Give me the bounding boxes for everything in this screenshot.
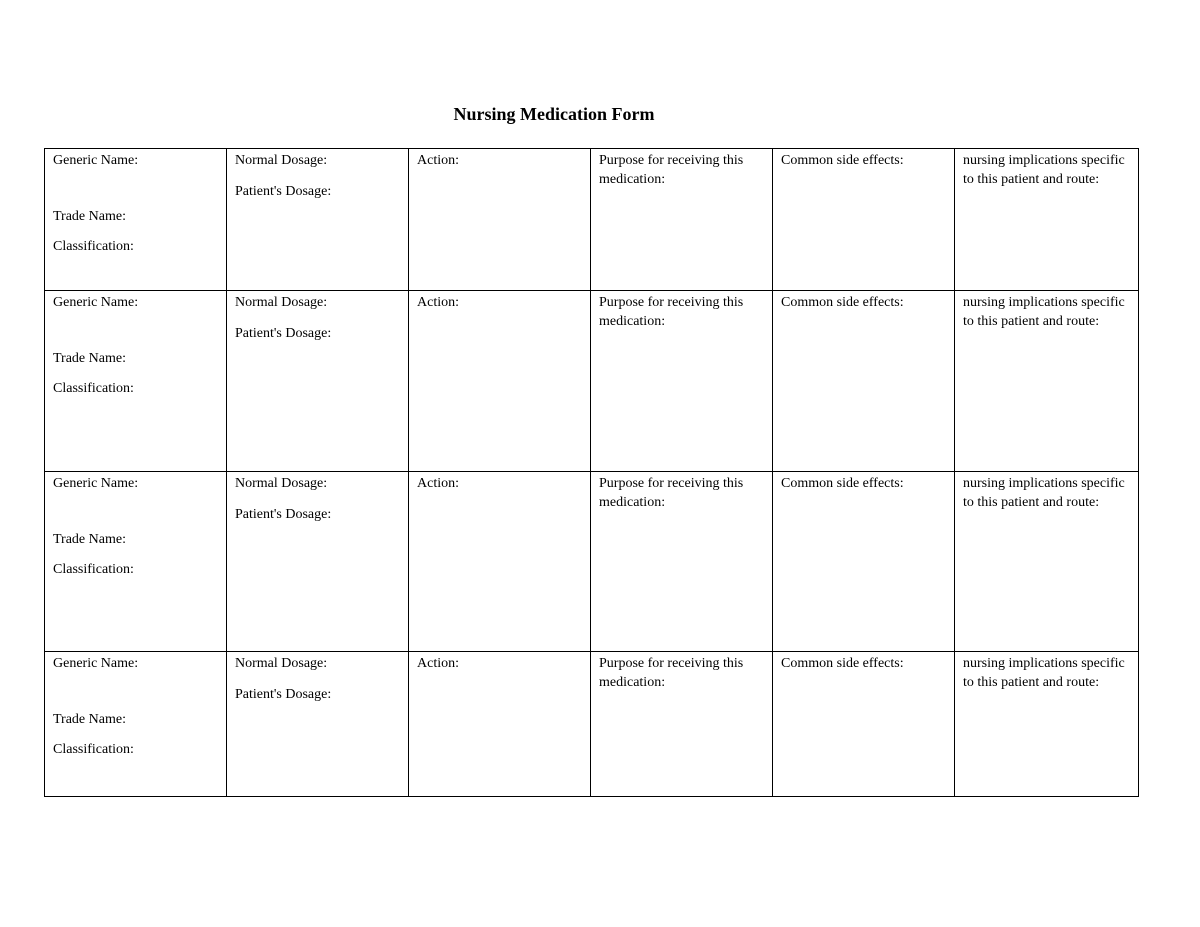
- classification-label: Classification:: [53, 742, 134, 757]
- action-label: Action:: [417, 656, 459, 671]
- normal-dosage-label: Normal Dosage:: [235, 656, 328, 671]
- generic-name-label: Generic Name:: [53, 295, 139, 310]
- name-cell: [45, 652, 227, 797]
- patients-dosage-label: Patient's Dosage:: [235, 507, 332, 522]
- nursing-implications-cell: [955, 472, 1139, 652]
- name-cell: [45, 472, 227, 652]
- normal-dosage-label: Normal Dosage:: [235, 295, 328, 310]
- classification-label: Classification:: [53, 381, 134, 396]
- nursing-implications-label: nursing implications specific to this patient and route:: [963, 476, 1125, 510]
- purpose-cell: [591, 291, 773, 472]
- nursing-implications-label: nursing implications specific to this patient and route:: [963, 153, 1125, 187]
- action-cell: [409, 149, 591, 291]
- dosage-cell: [227, 472, 409, 652]
- classification-label: Classification:: [53, 562, 134, 577]
- classification-label: Classification:: [53, 239, 134, 254]
- side-effects-label: Common side effects:: [781, 656, 904, 671]
- generic-name-label: Generic Name:: [53, 153, 139, 168]
- nursing-implications-cell: [955, 652, 1139, 797]
- dosage-cell: [227, 291, 409, 472]
- action-label: Action:: [417, 153, 459, 168]
- trade-name-label: Trade Name:: [53, 712, 126, 727]
- dosage-cell: [227, 652, 409, 797]
- trade-name-label: Trade Name:: [53, 209, 126, 224]
- side-effects-cell: [773, 472, 955, 652]
- medication-row: [45, 472, 1139, 652]
- purpose-label: Purpose for receiving this medication:: [599, 476, 744, 510]
- side-effects-cell: [773, 652, 955, 797]
- side-effects-label: Common side effects:: [781, 153, 904, 168]
- nursing-implications-cell: [955, 149, 1139, 291]
- form-title: Nursing Medication Form: [453, 104, 655, 124]
- medication-row: [45, 291, 1139, 472]
- side-effects-cell: [773, 291, 955, 472]
- nursing-implications-cell: [955, 291, 1139, 472]
- name-cell: [45, 291, 227, 472]
- action-label: Action:: [417, 476, 459, 491]
- normal-dosage-label: Normal Dosage:: [235, 153, 328, 168]
- action-label: Action:: [417, 295, 459, 310]
- medication-row: [45, 149, 1139, 291]
- action-cell: [409, 472, 591, 652]
- patients-dosage-label: Patient's Dosage:: [235, 326, 332, 341]
- patients-dosage-label: Patient's Dosage:: [235, 184, 332, 199]
- side-effects-label: Common side effects:: [781, 295, 904, 310]
- action-cell: [409, 291, 591, 472]
- generic-name-label: Generic Name:: [53, 476, 139, 491]
- purpose-cell: [591, 472, 773, 652]
- purpose-label: Purpose for receiving this medication:: [599, 295, 744, 329]
- side-effects-label: Common side effects:: [781, 476, 904, 491]
- patients-dosage-label: Patient's Dosage:: [235, 687, 332, 702]
- medication-table: [44, 148, 1139, 797]
- action-cell: [409, 652, 591, 797]
- side-effects-cell: [773, 149, 955, 291]
- normal-dosage-label: Normal Dosage:: [235, 476, 328, 491]
- medication-row: [45, 652, 1139, 797]
- trade-name-label: Trade Name:: [53, 351, 126, 366]
- trade-name-label: Trade Name:: [53, 532, 126, 547]
- purpose-cell: [591, 149, 773, 291]
- nursing-implications-label: nursing implications specific to this patient and route:: [963, 295, 1125, 329]
- purpose-label: Purpose for receiving this medication:: [599, 153, 744, 187]
- name-cell: [45, 149, 227, 291]
- purpose-cell: [591, 652, 773, 797]
- purpose-label: Purpose for receiving this medication:: [599, 656, 744, 690]
- generic-name-label: Generic Name:: [53, 656, 139, 671]
- dosage-cell: [227, 149, 409, 291]
- nursing-implications-label: nursing implications specific to this patient and route:: [963, 656, 1125, 690]
